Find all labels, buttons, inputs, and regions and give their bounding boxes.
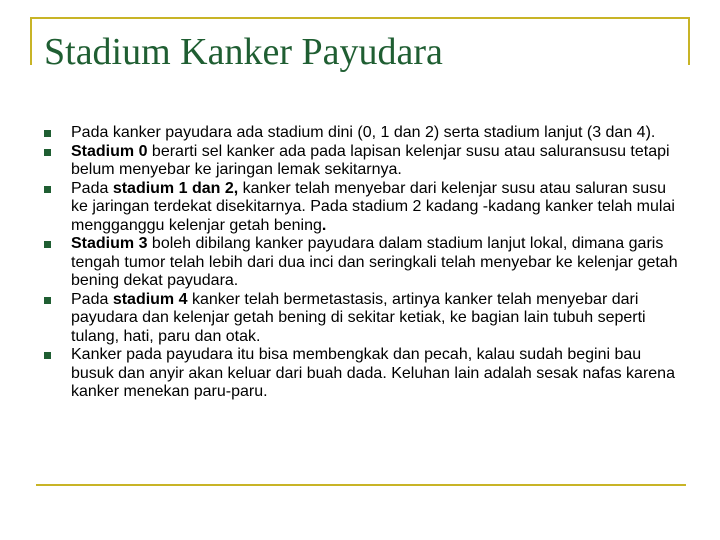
bullet-text: berarti sel kanker ada pada lapisan kelenjar susu atau saluransusu tetapi belum menyebar ke jaringan lemak sekitarnya. [71, 142, 670, 178]
bullet-list [44, 124, 684, 402]
bullet-item-4 [44, 235, 684, 291]
bullet-bold-text: Stadium 0 [71, 142, 148, 160]
square-bullet-icon [44, 241, 51, 248]
bullet-text: Pada kanker payudara ada stadium dini (0, 1 dan 2) serta stadium lanjut (3 dan 4). [71, 124, 656, 141]
square-bullet-icon [44, 149, 51, 156]
bullet-text: kanker telah bermetastasis, artinya kanker telah menyebar dari payudara dan kelenjar getah bening di sekitar ketiak, ke bagian lain tubuh seperti tulang, hati, paru dan otak. [71, 290, 646, 345]
bottom-divider [36, 484, 686, 486]
slide-title: Stadium Kanker Payudara [44, 31, 443, 73]
title-frame-top-rule [30, 17, 690, 19]
bullet-bold-tail: . [321, 216, 327, 234]
bullet-item-6 [44, 346, 684, 402]
bullet-item-2 [44, 143, 684, 180]
title-frame-right-rule [688, 17, 690, 65]
bullet-bold-text: Stadium 3 [71, 235, 148, 252]
bullet-prefix-text: Pada [71, 290, 113, 308]
square-bullet-icon [44, 297, 51, 304]
bullet-text: boleh dibilang kanker payudara dalam stadium lanjut lokal, dimana garis tengah tumor telah lebih dari dua inci dan seringkali telah menyebar ke kelenjar getah bening dekat payudara. [71, 235, 678, 289]
bullet-text: Kanker pada payudara itu bisa membengkak dan pecah, kalau sudah begini bau busuk dan anyir akan keluar dari buah dada. Keluhan lain adalah sesak nafas karena kanker menekan paru-paru. [71, 346, 675, 400]
bullet-prefix-text: Pada [71, 179, 113, 197]
bullet-item-3 [44, 180, 684, 236]
title-frame-left-rule [30, 17, 32, 65]
bullet-item-1 [44, 124, 684, 143]
square-bullet-icon [44, 130, 51, 137]
bullet-item-5 [44, 291, 684, 347]
square-bullet-icon [44, 352, 51, 359]
bullet-bold-text: stadium 4 [112, 290, 188, 308]
bullet-text: kanker telah menyebar dari kelenjar susu atau saluran susu ke jaringan terdekat disekitarnya. Pada stadium 2 kadang -kadang kanker telah mulai mengganggu kelenjar getah bening [71, 179, 675, 234]
bullet-bold-text: stadium 1 dan 2, [112, 179, 239, 197]
square-bullet-icon [44, 186, 51, 193]
